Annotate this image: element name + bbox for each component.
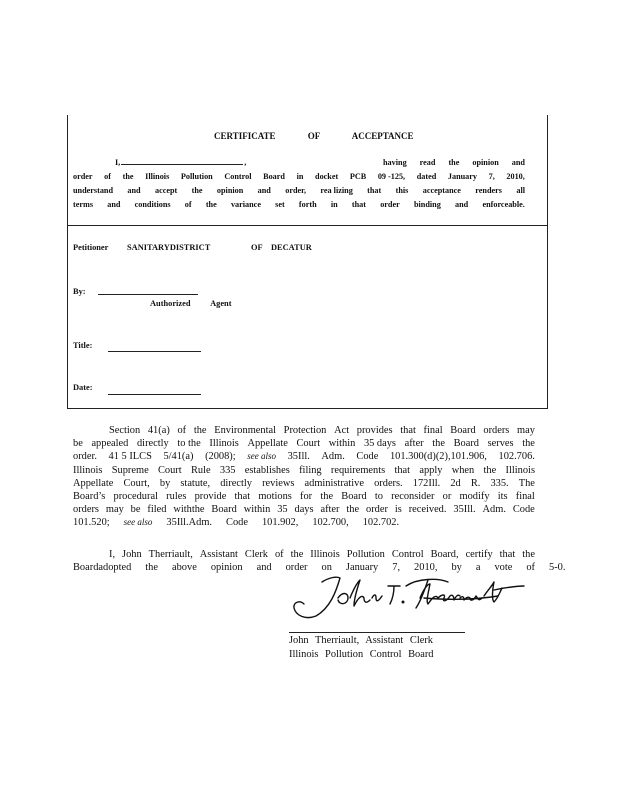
clerk-word: certify [465,549,493,560]
appeal-word: Protection [283,425,327,436]
acceptance-word: in [330,200,338,209]
acceptance-word: and [455,200,469,209]
appeal-word: that [234,491,251,503]
clerk-word: the [522,549,535,560]
acceptance-line-3 [73,184,525,198]
appeal-word: the [320,491,334,503]
clerk-word: and [256,562,272,574]
appeal-word: Code [356,451,379,463]
appeal-word: apply [419,464,443,476]
acceptance-word: of [184,200,192,209]
clerk-word: that [499,549,516,560]
appeal-word: that [394,464,411,476]
appeal-word: Board [450,425,476,436]
petitioner-of: OF [251,243,263,252]
acceptance-word: rea lizing [320,186,353,195]
appeal-word: serves [487,438,514,450]
appeal-word: final [423,425,443,436]
appeal-word: procedural [113,491,158,503]
clerk-word: Assistant [199,549,238,560]
appeal-line [73,450,535,463]
acceptance-line-1 [73,156,525,170]
date-label: Date: [73,383,93,392]
clerk-word: above [172,562,197,574]
appeal-word: provides [356,425,393,436]
clerk-word: John [122,549,142,560]
acceptance-word: accept [154,186,178,195]
acceptance-word: and [511,158,525,167]
clerk-word: order [285,562,308,574]
appeal-word: 2d [450,477,461,489]
section-divider [68,225,547,226]
clerk-word: opinion [210,562,243,574]
acceptance-word: read [419,158,436,167]
appeal-word: Board’s [73,491,106,503]
appeal-line [73,477,535,490]
acceptance-word: variance [230,200,261,209]
clerk-word: Clerk [244,549,268,560]
acceptance-line-4 [73,198,525,212]
acceptance-statement [73,156,525,212]
acceptance-word: Illinois [145,172,170,181]
acceptance-word: renders [475,186,502,195]
appeal-line [73,503,535,516]
acceptance-i: I, [115,158,121,167]
acceptance-word: that [367,186,382,195]
appeal-word: requirements [330,464,386,476]
name-blank-line [121,156,243,165]
clerk-word: 5-0. [549,562,566,574]
acceptance-word: order, [285,186,307,195]
appeal-word: may [105,504,124,516]
appeal-word: Appellate [73,477,114,489]
appeal-word: see also [123,517,153,528]
appeal-word: 5/41(a) [163,451,194,463]
appeal-word: Adm. [482,504,506,516]
appeal-word: directly [220,477,252,489]
by-signature-line [98,294,198,295]
acceptance-word: and [257,186,271,195]
signer-name: John Therriault, Assistant Clerk [289,635,433,646]
appeal-word: Appellate [247,438,288,450]
appeal-word: received. [408,504,447,516]
clerk-word: 2010, [414,562,438,574]
appeal-word: Board [211,504,237,516]
appeal-word: motions [258,491,292,503]
acceptance-word: opinion [216,186,244,195]
acceptance-word: 7, [488,172,495,181]
acceptance-word: the [205,200,217,209]
appeal-word: 35 days [363,438,396,450]
acceptance-word: order [73,172,93,181]
appeal-line [73,516,535,529]
appeal-word: reviews [262,477,295,489]
appeal-word: Illinois [209,438,239,450]
acceptance-word: enforceable. [482,200,525,209]
petitioner-label: Petitioner [73,243,109,252]
appeal-word: within [328,438,356,450]
appeal-word: days [294,504,314,516]
appeal-word: 101.300(d)(2),101.906, [389,451,487,463]
acceptance-word: and [107,200,121,209]
acceptance-word: PCB [349,172,367,181]
clerk-word: of [526,562,535,574]
appeal-word: Section [109,425,141,436]
appeal-word: the [483,464,497,476]
acceptance-word: understand [73,186,114,195]
appeal-line [73,424,535,437]
appeal-word: orders [73,504,99,516]
appeal-word: 335. [490,477,509,489]
appeal-word: 101.520; [73,517,110,529]
appeal-word: 35Ill. [287,451,310,463]
appeal-word: 41 5 ILCS [108,451,152,463]
appeal-word: order [366,504,388,516]
appeal-word: 35 [277,504,288,516]
clerk-word: of [274,549,284,560]
clerk-word: I, [109,549,116,560]
appeal-word: Board [453,438,479,450]
appeal-word: 41(a) [147,425,170,436]
clerk-line [73,548,535,561]
appeal-word: after [320,504,340,516]
appeal-word: Court [296,438,321,450]
acceptance-word: and [127,186,141,195]
appeal-word: R. [470,477,481,489]
appeal-word: the [432,438,445,450]
acceptance-comma: , [244,158,247,167]
appeal-word: within [243,504,271,516]
acceptance-word: binding [413,200,441,209]
appeal-word: order. [73,451,97,463]
appeal-word: the [522,438,535,450]
appeal-word: Adm. [321,451,345,463]
appeal-line [73,437,535,450]
clerk-word: vote [494,562,513,574]
appeal-word: Illinois [73,464,103,476]
appeal-word: statute, [180,477,211,489]
appeal-word: Board [341,491,367,503]
clerk-word: the [145,562,158,574]
acceptance-word: all [516,186,525,195]
appeal-word: filing [299,464,322,476]
acceptance-word: the [191,186,203,195]
signer-organization: Illinois Pollution Control Board [289,649,434,660]
acceptance-word: the [448,158,460,167]
appeal-word: filed [147,504,167,516]
appeal-word: by [159,477,171,489]
handwritten-signature [288,568,528,624]
acceptance-word: forth [298,200,317,209]
appeal-word: to [374,491,383,503]
appeal-word: final [515,491,535,503]
appeal-word: the [346,504,360,516]
clerk-word: the [290,549,304,560]
acceptance-word: the [122,172,134,181]
signature-line [289,632,465,633]
title-label: Title: [73,341,93,350]
appeal-line [73,464,535,477]
authorized-agent-caption: Authorized Agent [150,299,232,308]
acceptance-word: Board [263,172,285,181]
appeal-paragraph [73,424,535,530]
clerk-word: Control [391,549,424,560]
appeal-word: Code [226,517,248,529]
petitioner-name: SANITARYDISTRICT [127,243,211,252]
acceptance-word: having [383,158,407,167]
acceptance-word: terms [73,200,94,209]
appeal-word: modify [459,491,490,503]
acceptance-word: opinion [472,158,499,167]
acceptance-word: January [447,172,478,181]
appeal-word: be [130,504,141,516]
appeal-word: for [300,491,313,503]
clerk-word: a [475,562,481,574]
certificate-box [67,115,548,409]
acceptance-word: order [380,200,400,209]
appeal-word: orders [483,425,510,436]
appeal-word: when [451,464,475,476]
appeal-word: may [517,425,535,436]
appeal-word: directly [136,438,169,450]
clerk-word: on [321,562,332,574]
appeal-word: Court, [123,477,150,489]
acceptance-word: dated [416,172,437,181]
appeal-word: is [394,504,402,516]
petitioner-city: DECATUR [271,243,312,252]
appeal-word: orders. [374,477,403,489]
clerk-word: 7, [392,562,401,574]
acceptance-word: docket [315,172,339,181]
clerk-word: January [345,562,379,574]
appeal-word: provide [194,491,227,503]
appeal-word: 101.902, [261,517,299,529]
appeal-word: 102.706. [498,451,535,463]
appeal-word: Rule [190,464,211,476]
appeal-word: The [518,477,535,489]
appeal-word: 35Ill.Adm. [166,517,213,529]
appeal-word: reconsider [391,491,435,503]
appeal-word: (2008); [205,451,236,463]
acceptance-word: of [104,172,111,181]
appeal-word: establishes [244,464,290,476]
appeal-word: its [497,491,508,503]
appeal-word: 335 [219,464,236,476]
appeal-word: to the [177,438,201,450]
acceptance-word: Pollution [180,172,213,181]
appeal-word: Environmental [214,425,276,436]
date-line [108,394,201,395]
appeal-word: Act [334,425,350,436]
appeal-word: Court [157,464,182,476]
appeal-word: Illinois [505,464,535,476]
acceptance-line-2 [73,170,525,184]
appeal-word: after [404,438,424,450]
clerk-word: by [451,562,462,574]
appeal-word: administrative [304,477,364,489]
acceptance-word: this [395,186,409,195]
acceptance-line-1-right [383,156,525,170]
by-label: By: [73,287,86,296]
appeal-word: 172Ill. [412,477,441,489]
appeal-word: Supreme [111,464,149,476]
clerk-word: Boardadopted [73,562,132,574]
appeal-word: appealed [91,438,129,450]
appeal-word: Code [512,504,535,516]
acceptance-word: Control [224,172,252,181]
appeal-line [73,490,535,503]
appeal-word: rules [166,491,187,503]
appeal-word: see also [247,451,276,462]
appeal-word: withthe [173,504,205,516]
title-line [108,351,201,352]
clerk-word: Illinois [310,549,340,560]
clerk-word: Board, [430,549,459,560]
appeal-word: 102.700, [312,517,349,529]
acceptance-word: set [275,200,285,209]
acceptance-word: that [351,200,366,209]
clerk-word: Therriault, [148,549,193,560]
appeal-word: be [73,438,83,450]
appeal-word: 102.702. [362,517,400,529]
appeal-word: the [193,425,207,436]
acceptance-word: acceptance [422,186,461,195]
appeal-word: that [400,425,416,436]
acceptance-word: in [296,172,304,181]
acceptance-word: 2010, [506,172,525,181]
clerk-word: Pollution [346,549,385,560]
acceptance-word: conditions [134,200,171,209]
acceptance-word: 09 -125, [377,172,406,181]
appeal-word: of [177,425,187,436]
appeal-word: or [442,491,452,503]
certificate-title: CERTIFICATE OF ACCEPTANCE [214,131,414,141]
appeal-word: 35Ill. [453,504,476,516]
